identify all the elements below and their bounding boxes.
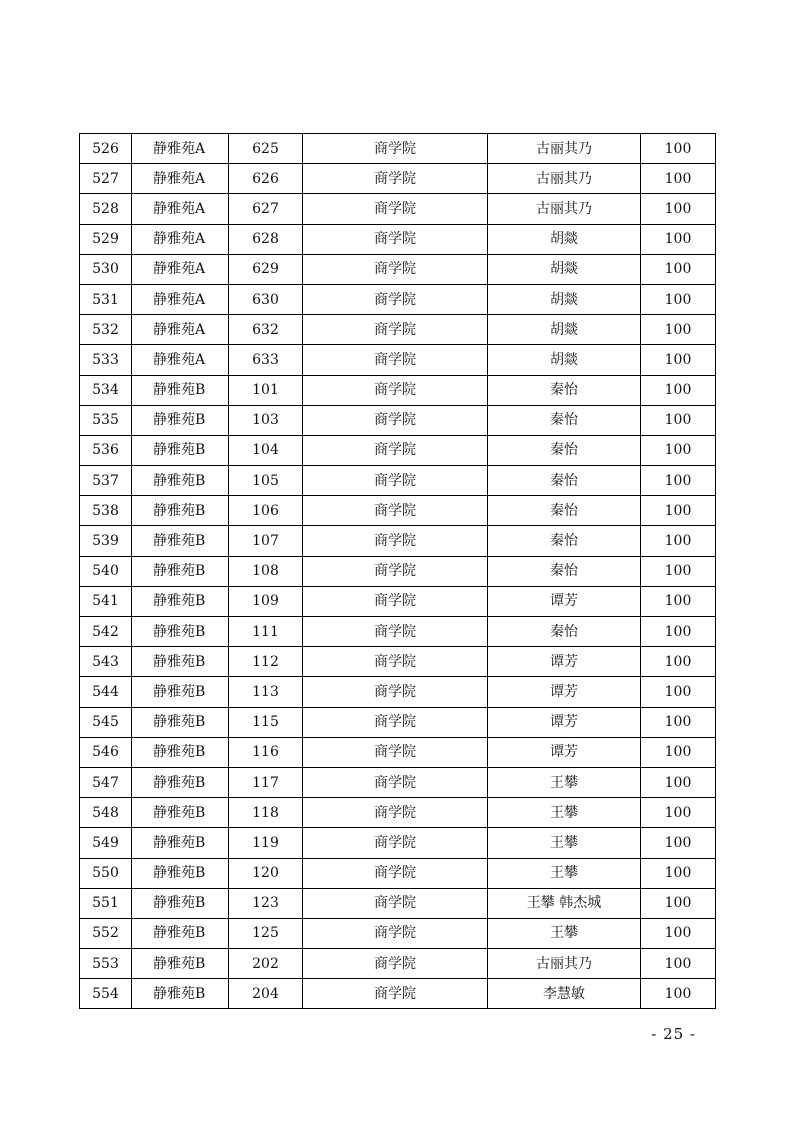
score-cell: 100 (641, 194, 716, 224)
room-number-cell: 113 (229, 677, 303, 707)
score-cell: 100 (641, 677, 716, 707)
score-cell: 100 (641, 767, 716, 797)
college-cell: 商学院 (303, 254, 488, 284)
building-cell: 静雅苑B (132, 677, 229, 707)
college-cell: 商学院 (303, 707, 488, 737)
score-cell: 100 (641, 284, 716, 314)
serial-number-cell: 541 (80, 586, 132, 616)
table-row (80, 526, 716, 556)
counselor-cell: 秦怡 (488, 556, 641, 586)
college-cell: 商学院 (303, 556, 488, 586)
table-row (80, 617, 716, 647)
score-cell: 100 (641, 164, 716, 194)
counselor-cell: 谭芳 (488, 586, 641, 616)
table-row (80, 918, 716, 948)
college-cell: 商学院 (303, 284, 488, 314)
college-cell: 商学院 (303, 949, 488, 979)
serial-number-cell: 533 (80, 345, 132, 375)
college-cell: 商学院 (303, 466, 488, 496)
room-number-cell: 633 (229, 345, 303, 375)
table-row (80, 707, 716, 737)
table-row (80, 556, 716, 586)
page-number: - 25 - (651, 1025, 696, 1043)
table-row (80, 677, 716, 707)
college-cell: 商学院 (303, 405, 488, 435)
building-cell: 静雅苑B (132, 888, 229, 918)
building-cell: 静雅苑A (132, 254, 229, 284)
counselor-cell: 李慧敏 (488, 979, 641, 1009)
room-number-cell: 629 (229, 254, 303, 284)
building-cell: 静雅苑B (132, 556, 229, 586)
serial-number-cell: 529 (80, 224, 132, 254)
table-row (80, 315, 716, 345)
building-cell: 静雅苑B (132, 647, 229, 677)
serial-number-cell: 547 (80, 767, 132, 797)
building-cell: 静雅苑B (132, 828, 229, 858)
college-cell: 商学院 (303, 315, 488, 345)
college-cell: 商学院 (303, 677, 488, 707)
table-row (80, 858, 716, 888)
college-cell: 商学院 (303, 798, 488, 828)
counselor-cell: 胡燚 (488, 224, 641, 254)
table-row (80, 345, 716, 375)
serial-number-cell: 535 (80, 405, 132, 435)
counselor-cell: 谭芳 (488, 737, 641, 767)
score-cell: 100 (641, 979, 716, 1009)
college-cell: 商学院 (303, 918, 488, 948)
building-cell: 静雅苑A (132, 194, 229, 224)
table-row (80, 134, 716, 164)
building-cell: 静雅苑B (132, 707, 229, 737)
counselor-cell: 秦怡 (488, 435, 641, 465)
college-cell: 商学院 (303, 737, 488, 767)
serial-number-cell: 545 (80, 707, 132, 737)
score-cell: 100 (641, 375, 716, 405)
counselor-cell: 谭芳 (488, 707, 641, 737)
table-row (80, 224, 716, 254)
table-row (80, 737, 716, 767)
room-number-cell: 105 (229, 466, 303, 496)
building-cell: 静雅苑A (132, 315, 229, 345)
counselor-cell: 秦怡 (488, 496, 641, 526)
serial-number-cell: 536 (80, 435, 132, 465)
serial-number-cell: 554 (80, 979, 132, 1009)
table-row (80, 828, 716, 858)
building-cell: 静雅苑A (132, 345, 229, 375)
college-cell: 商学院 (303, 828, 488, 858)
room-number-cell: 632 (229, 315, 303, 345)
table-body (80, 134, 716, 1009)
score-cell: 100 (641, 466, 716, 496)
serial-number-cell: 544 (80, 677, 132, 707)
college-cell: 商学院 (303, 858, 488, 888)
table-row (80, 284, 716, 314)
room-number-cell: 125 (229, 918, 303, 948)
serial-number-cell: 530 (80, 254, 132, 284)
counselor-cell: 王攀 韩杰城 (488, 888, 641, 918)
room-number-cell: 119 (229, 828, 303, 858)
table-row (80, 254, 716, 284)
building-cell: 静雅苑B (132, 617, 229, 647)
score-cell: 100 (641, 496, 716, 526)
counselor-cell: 王攀 (488, 828, 641, 858)
score-cell: 100 (641, 526, 716, 556)
college-cell: 商学院 (303, 617, 488, 647)
serial-number-cell: 532 (80, 315, 132, 345)
score-cell: 100 (641, 828, 716, 858)
room-number-cell: 111 (229, 617, 303, 647)
room-number-cell: 101 (229, 375, 303, 405)
building-cell: 静雅苑B (132, 375, 229, 405)
score-cell: 100 (641, 798, 716, 828)
room-number-cell: 104 (229, 435, 303, 465)
score-cell: 100 (641, 647, 716, 677)
serial-number-cell: 546 (80, 737, 132, 767)
counselor-cell: 胡燚 (488, 284, 641, 314)
counselor-cell: 秦怡 (488, 526, 641, 556)
serial-number-cell: 540 (80, 556, 132, 586)
building-cell: 静雅苑A (132, 224, 229, 254)
score-cell: 100 (641, 949, 716, 979)
college-cell: 商学院 (303, 224, 488, 254)
room-number-cell: 107 (229, 526, 303, 556)
counselor-cell: 王攀 (488, 767, 641, 797)
room-number-cell: 123 (229, 888, 303, 918)
counselor-cell: 秦怡 (488, 375, 641, 405)
building-cell: 静雅苑B (132, 858, 229, 888)
table-row (80, 435, 716, 465)
building-cell: 静雅苑B (132, 466, 229, 496)
room-number-cell: 118 (229, 798, 303, 828)
score-cell: 100 (641, 315, 716, 345)
room-number-cell: 120 (229, 858, 303, 888)
score-cell: 100 (641, 405, 716, 435)
score-cell: 100 (641, 134, 716, 164)
counselor-cell: 王攀 (488, 918, 641, 948)
building-cell: 静雅苑B (132, 496, 229, 526)
college-cell: 商学院 (303, 134, 488, 164)
serial-number-cell: 552 (80, 918, 132, 948)
room-number-cell: 116 (229, 737, 303, 767)
table-row (80, 767, 716, 797)
room-number-cell: 115 (229, 707, 303, 737)
serial-number-cell: 543 (80, 647, 132, 677)
serial-number-cell: 542 (80, 617, 132, 647)
counselor-cell: 秦怡 (488, 617, 641, 647)
building-cell: 静雅苑B (132, 767, 229, 797)
score-cell: 100 (641, 888, 716, 918)
counselor-cell: 王攀 (488, 798, 641, 828)
building-cell: 静雅苑B (132, 949, 229, 979)
building-cell: 静雅苑A (132, 134, 229, 164)
building-cell: 静雅苑B (132, 798, 229, 828)
serial-number-cell: 548 (80, 798, 132, 828)
room-number-cell: 109 (229, 586, 303, 616)
counselor-cell: 古丽其乃 (488, 949, 641, 979)
counselor-cell: 胡燚 (488, 315, 641, 345)
table-row (80, 405, 716, 435)
serial-number-cell: 553 (80, 949, 132, 979)
score-cell: 100 (641, 254, 716, 284)
building-cell: 静雅苑B (132, 979, 229, 1009)
table-row (80, 466, 716, 496)
room-number-cell: 204 (229, 979, 303, 1009)
room-number-cell: 108 (229, 556, 303, 586)
score-cell: 100 (641, 435, 716, 465)
college-cell: 商学院 (303, 164, 488, 194)
building-cell: 静雅苑B (132, 586, 229, 616)
table-row (80, 798, 716, 828)
counselor-cell: 谭芳 (488, 647, 641, 677)
serial-number-cell: 538 (80, 496, 132, 526)
table-row (80, 496, 716, 526)
college-cell: 商学院 (303, 979, 488, 1009)
table-row (80, 979, 716, 1009)
counselor-cell: 古丽其乃 (488, 164, 641, 194)
college-cell: 商学院 (303, 767, 488, 797)
counselor-cell: 古丽其乃 (488, 194, 641, 224)
score-cell: 100 (641, 918, 716, 948)
score-cell: 100 (641, 224, 716, 254)
counselor-cell: 胡燚 (488, 254, 641, 284)
room-number-cell: 625 (229, 134, 303, 164)
college-cell: 商学院 (303, 888, 488, 918)
building-cell: 静雅苑B (132, 526, 229, 556)
college-cell: 商学院 (303, 496, 488, 526)
serial-number-cell: 539 (80, 526, 132, 556)
building-cell: 静雅苑B (132, 918, 229, 948)
serial-number-cell: 526 (80, 134, 132, 164)
college-cell: 商学院 (303, 586, 488, 616)
room-number-cell: 202 (229, 949, 303, 979)
serial-number-cell: 549 (80, 828, 132, 858)
college-cell: 商学院 (303, 526, 488, 556)
score-cell: 100 (641, 707, 716, 737)
table-row (80, 647, 716, 677)
building-cell: 静雅苑B (132, 405, 229, 435)
room-number-cell: 627 (229, 194, 303, 224)
serial-number-cell: 527 (80, 164, 132, 194)
table-row (80, 949, 716, 979)
score-cell: 100 (641, 858, 716, 888)
serial-number-cell: 550 (80, 858, 132, 888)
room-number-cell: 112 (229, 647, 303, 677)
dormitory-score-table (79, 133, 716, 1009)
serial-number-cell: 534 (80, 375, 132, 405)
counselor-cell: 胡燚 (488, 345, 641, 375)
room-number-cell: 626 (229, 164, 303, 194)
room-number-cell: 106 (229, 496, 303, 526)
score-cell: 100 (641, 345, 716, 375)
serial-number-cell: 551 (80, 888, 132, 918)
room-number-cell: 103 (229, 405, 303, 435)
table-row (80, 888, 716, 918)
table-row (80, 194, 716, 224)
serial-number-cell: 531 (80, 284, 132, 314)
college-cell: 商学院 (303, 194, 488, 224)
serial-number-cell: 528 (80, 194, 132, 224)
room-number-cell: 117 (229, 767, 303, 797)
table-row (80, 586, 716, 616)
counselor-cell: 王攀 (488, 858, 641, 888)
college-cell: 商学院 (303, 375, 488, 405)
score-cell: 100 (641, 617, 716, 647)
table-row (80, 375, 716, 405)
building-cell: 静雅苑B (132, 435, 229, 465)
score-cell: 100 (641, 556, 716, 586)
table-row (80, 164, 716, 194)
counselor-cell: 古丽其乃 (488, 134, 641, 164)
counselor-cell: 秦怡 (488, 466, 641, 496)
room-number-cell: 628 (229, 224, 303, 254)
serial-number-cell: 537 (80, 466, 132, 496)
college-cell: 商学院 (303, 647, 488, 677)
building-cell: 静雅苑A (132, 284, 229, 314)
building-cell: 静雅苑B (132, 737, 229, 767)
college-cell: 商学院 (303, 435, 488, 465)
room-number-cell: 630 (229, 284, 303, 314)
counselor-cell: 谭芳 (488, 677, 641, 707)
counselor-cell: 秦怡 (488, 405, 641, 435)
score-cell: 100 (641, 586, 716, 616)
building-cell: 静雅苑A (132, 164, 229, 194)
college-cell: 商学院 (303, 345, 488, 375)
score-cell: 100 (641, 737, 716, 767)
